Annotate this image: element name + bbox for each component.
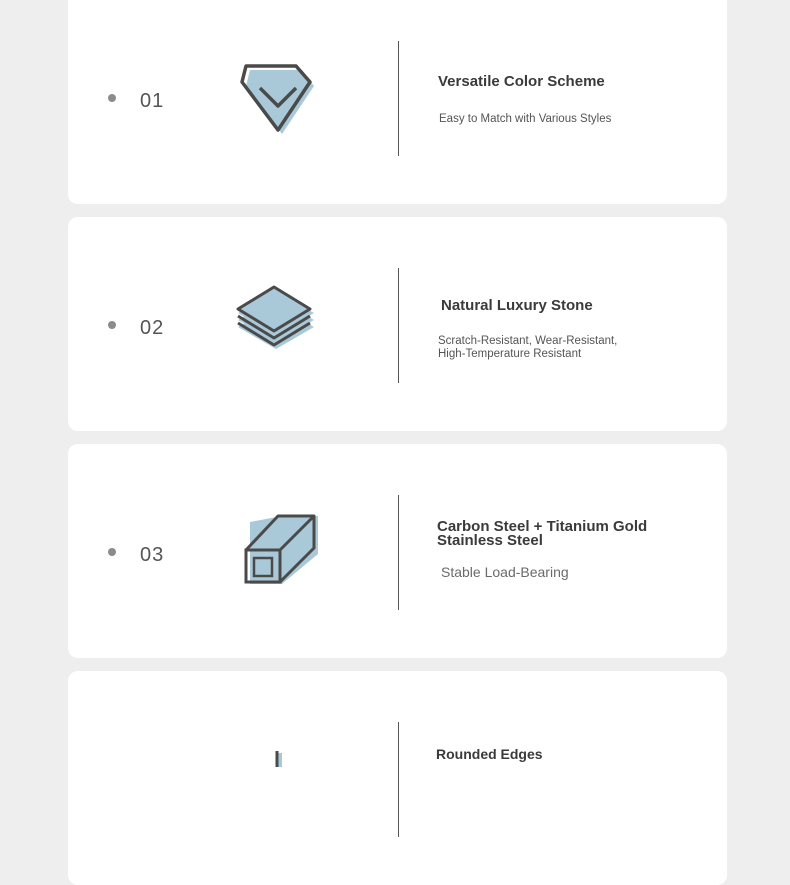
stone-layers-icon [232,285,322,361]
feature-subtitle: Stable Load-Bearing [441,564,569,580]
divider [398,495,399,610]
diamond-icon [232,64,322,140]
steel-beam-icon [232,512,322,588]
bullet-dot [108,94,116,102]
feature-card-2 [68,217,727,431]
feature-number: 02 [140,317,165,339]
feature-card-3 [68,444,727,658]
feature-number: 03 [140,544,165,566]
feature-title-line2: Stainless Steel [437,532,543,549]
rounded-edge-icon [232,747,322,823]
feature-title: Versatile Color Scheme [438,73,605,90]
feature-subtitle-line1: Scratch-Resistant, Wear-Resistant, [438,335,618,347]
divider [398,268,399,383]
divider [398,41,399,156]
feature-subtitle: Easy to Match with Various Styles [439,113,612,125]
feature-title-line1: Carbon Steel + Titanium Gold [437,518,648,535]
feature-card-1 [68,0,727,204]
feature-subtitle-line2: High-Temperature Resistant [438,348,582,360]
bullet-dot [108,321,116,329]
divider [398,722,399,837]
feature-title: Rounded Edges [436,746,543,762]
bullet-dot [108,548,116,556]
feature-card-4 [68,671,727,885]
feature-title: Natural Luxury Stone [441,297,593,314]
feature-number: 01 [140,90,165,112]
